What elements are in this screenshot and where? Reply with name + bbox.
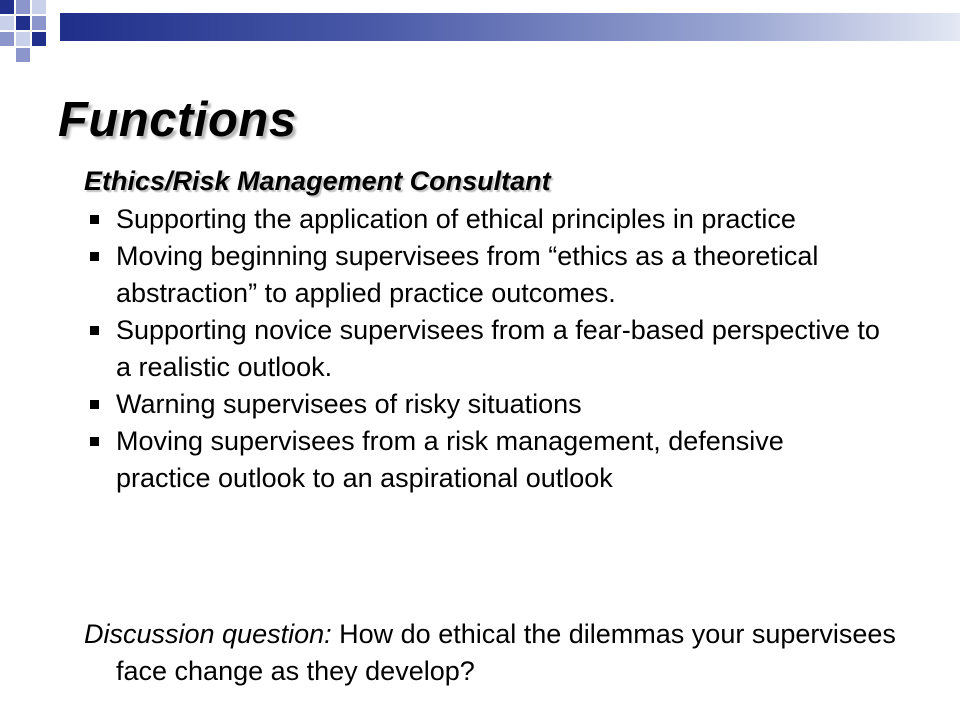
square-bullet-icon <box>90 437 99 446</box>
header-gradient-bar <box>60 13 960 41</box>
discussion-text: How do ethical the dilemmas your supervisees face change as they develop? <box>116 619 896 686</box>
bullet-text: Moving supervisees from a risk management, defensive practice outlook to an aspirational outlook <box>116 426 784 493</box>
square-bullet-icon <box>90 252 99 261</box>
bullet-item <box>84 312 884 386</box>
deco-square <box>32 16 46 30</box>
bullet-text: Supporting novice supervisees from a fear-based perspective to a realistic outlook. <box>116 315 880 382</box>
deco-square <box>32 32 46 46</box>
square-bullet-icon <box>90 326 99 335</box>
deco-square <box>32 0 46 14</box>
discussion-question <box>84 616 916 690</box>
bullet-item <box>84 201 884 238</box>
bullet-item <box>84 423 884 497</box>
deco-square <box>0 32 14 46</box>
deco-square <box>16 16 30 30</box>
bullet-text: Warning supervisees of risky situations <box>116 389 582 419</box>
slide-subtitle: Ethics/Risk Management Consultant <box>84 166 551 196</box>
deco-square <box>16 0 30 14</box>
discussion-label: Discussion question: <box>84 619 332 649</box>
header-decoration <box>0 0 960 64</box>
bullet-item <box>84 238 884 312</box>
bullet-text: Moving beginning supervisees from “ethics as a theoretical abstraction” to applied practice outcomes. <box>116 241 819 308</box>
bullet-item <box>84 386 884 423</box>
deco-square <box>0 0 14 14</box>
square-bullet-icon <box>90 215 99 224</box>
bullet-list <box>84 201 884 497</box>
square-bullet-icon <box>90 400 99 409</box>
bullet-text: Supporting the application of ethical principles in practice <box>116 204 796 234</box>
deco-square <box>0 16 14 30</box>
deco-square <box>16 48 30 62</box>
slide-title: Functions <box>58 93 297 147</box>
deco-square <box>16 32 30 46</box>
